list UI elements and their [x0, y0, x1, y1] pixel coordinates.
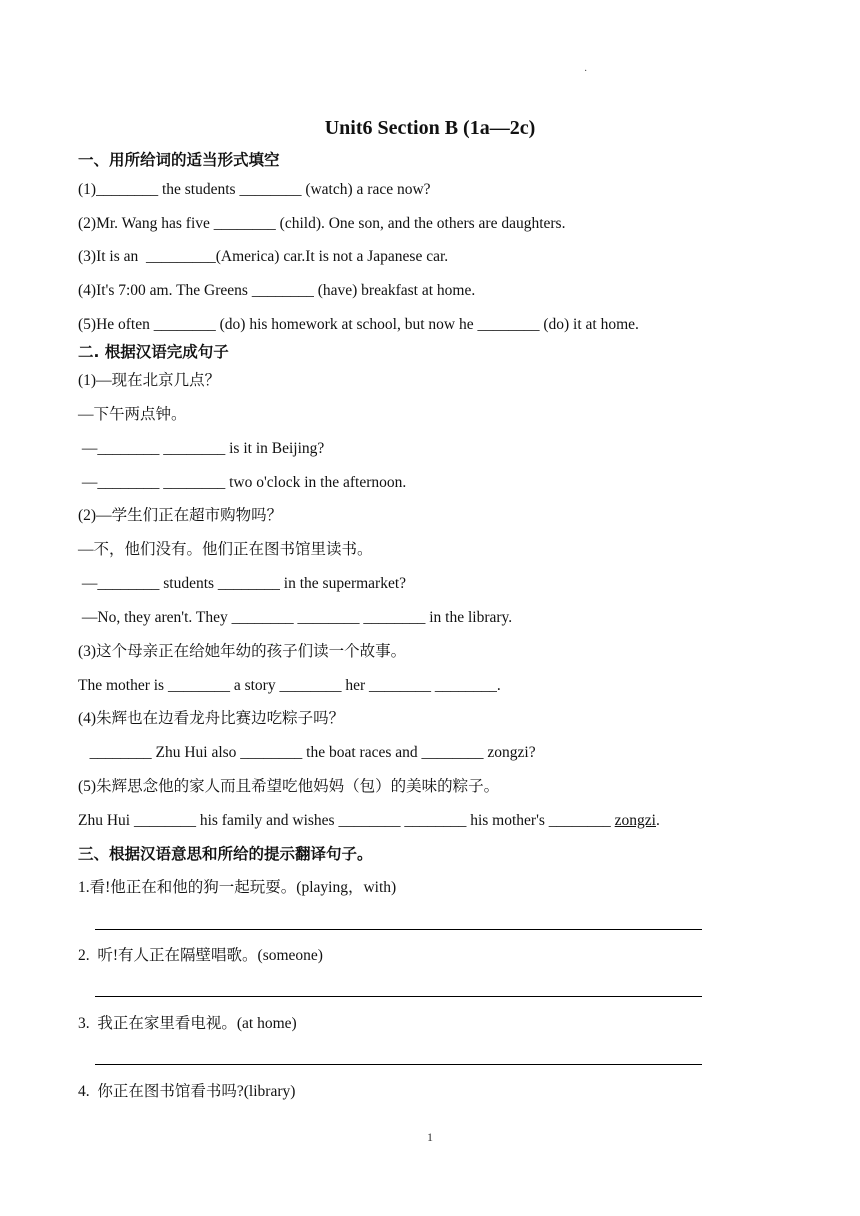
section2-line: (2)—学生们正在超市购物吗？ — [78, 507, 283, 524]
last-line-suffix: . — [656, 812, 660, 829]
section3-item: 1.看!他正在和他的狗一起玩耍。(playing，with) — [78, 879, 397, 896]
section3-item: 4. 你正在图书馆看书吗?(library) — [78, 1083, 296, 1100]
answer-line — [95, 996, 702, 997]
underlined-word: zongzi — [614, 812, 656, 829]
section3-item: 3. 我正在家里看电视。(at home) — [78, 1015, 297, 1032]
section2-line: The mother is ________ a story ________ her ________ ________. — [78, 677, 501, 694]
section2-line: —________ ________ two o'clock in the afternoon. — [78, 474, 407, 491]
section3-item: 2. 听!有人正在隔壁唱歌。(someone) — [78, 947, 323, 964]
section2-line: (4)朱辉也在边看龙舟比赛边吃粽子吗？ — [78, 710, 345, 727]
section2-line: (5)朱辉思念他的家人而且希望吃他妈妈（包）的美味的粽子。 — [78, 778, 500, 795]
section1-heading: 一、用所给词的适当形式填空 — [78, 151, 280, 169]
answer-line — [95, 929, 702, 930]
section2-last-line — [78, 812, 660, 830]
section1-item: (2)Mr. Wang has five ________ (child). One son, and the others are daughters. — [78, 215, 566, 232]
page-title: Unit6 Section B (1a—2c) — [324, 117, 536, 139]
section1-item: (1)________ the students ________ (watch) a race now? — [78, 181, 431, 198]
section2-line: ________ Zhu Hui also ________ the boat races and ________ zongzi? — [78, 744, 536, 761]
section2-line: (1)—现在北京几点？ — [78, 372, 221, 389]
section1-item: (5)He often ________ (do) his homework at school, but now he ________ (do) it at home. — [78, 316, 639, 333]
section2-line: —No, they aren't. They ________ ________ ________ in the library. — [78, 609, 513, 626]
last-line-prefix: Zhu Hui ________ his family and wishes ________ ________ his mother's ________ — [78, 812, 615, 829]
section2-line: —________ students ________ in the supermarket? — [78, 575, 407, 592]
section2-line: —不，他们没有。他们正在图书馆里读书。 — [78, 541, 373, 558]
section1-item: (3)It is an _________(America) car.It is not a Japanese car. — [78, 248, 449, 265]
section2-heading: 二. 根据汉语完成句子 — [78, 343, 229, 361]
section2-line: —________ ________ is it in Beijing? — [78, 440, 325, 457]
answer-line — [95, 1064, 702, 1065]
section2-line: —下午两点钟。 — [78, 406, 187, 423]
header-mark: · — [584, 66, 588, 77]
section3-heading: 三、根据汉语意思和所给的提示翻译句子。 — [78, 845, 373, 863]
section2-line: (3)这个母亲正在给她年幼的孩子们读一个故事。 — [78, 643, 407, 660]
section1-item: (4)It's 7:00 am. The Greens ________ (have) breakfast at home. — [78, 282, 476, 299]
page-number: 1 — [427, 1130, 433, 1144]
